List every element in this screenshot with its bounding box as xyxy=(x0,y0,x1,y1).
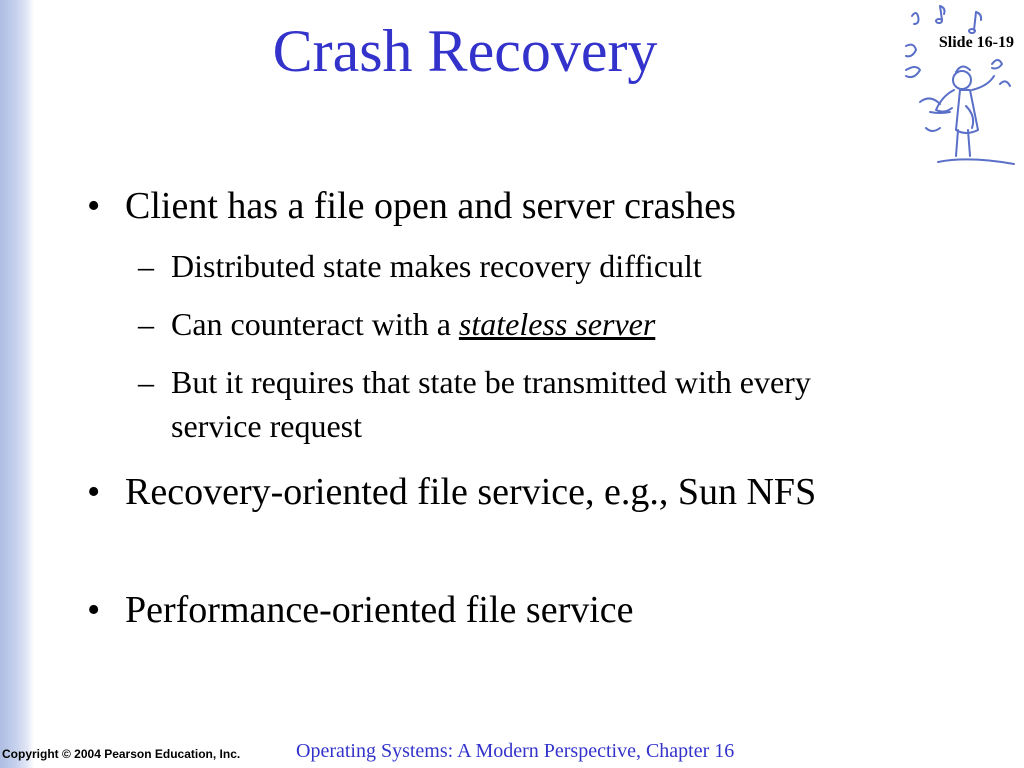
bullet-item-1 xyxy=(87,180,877,232)
bullet-marker: • xyxy=(87,185,101,227)
slide-number: Slide 16-19 xyxy=(938,34,1014,51)
sub-bullet-item-1 xyxy=(138,244,878,288)
stateless-server-emphasis: stateless server xyxy=(458,306,656,342)
bullet-item-2 xyxy=(87,466,877,518)
sub-bullet-text: But it requires that state be transmitted with every service request xyxy=(171,364,811,444)
sub-bullet-item-2 xyxy=(138,302,878,346)
sub-bullet-item-3 xyxy=(138,360,878,448)
bullet-text: Performance-oriented file service xyxy=(125,589,634,631)
slide-title: Crash Recovery xyxy=(272,18,658,84)
bullet-text: Recovery-oriented file service, e.g., Sun NFS xyxy=(125,471,817,513)
sub-bullet-text xyxy=(138,302,878,346)
sub-bullet-text: Distributed state makes recovery difficult xyxy=(171,248,702,284)
bullet-marker: • xyxy=(87,471,101,513)
bullet-item-3 xyxy=(87,584,877,636)
sub-bullet-marker: – xyxy=(138,364,154,400)
sub-bullet-text-before: Can counteract with a xyxy=(171,306,459,342)
book-title-footer: Operating Systems: A Modern Perspective, Chapter 16 xyxy=(296,740,735,762)
sub-bullet-marker: – xyxy=(138,248,154,284)
sub-bullet-marker: – xyxy=(138,306,154,342)
bullet-text: Client has a file open and server crashes xyxy=(125,185,736,227)
copyright-notice: Copyright © 2004 Pearson Education, Inc. xyxy=(2,747,241,761)
bullet-marker: • xyxy=(87,589,101,631)
